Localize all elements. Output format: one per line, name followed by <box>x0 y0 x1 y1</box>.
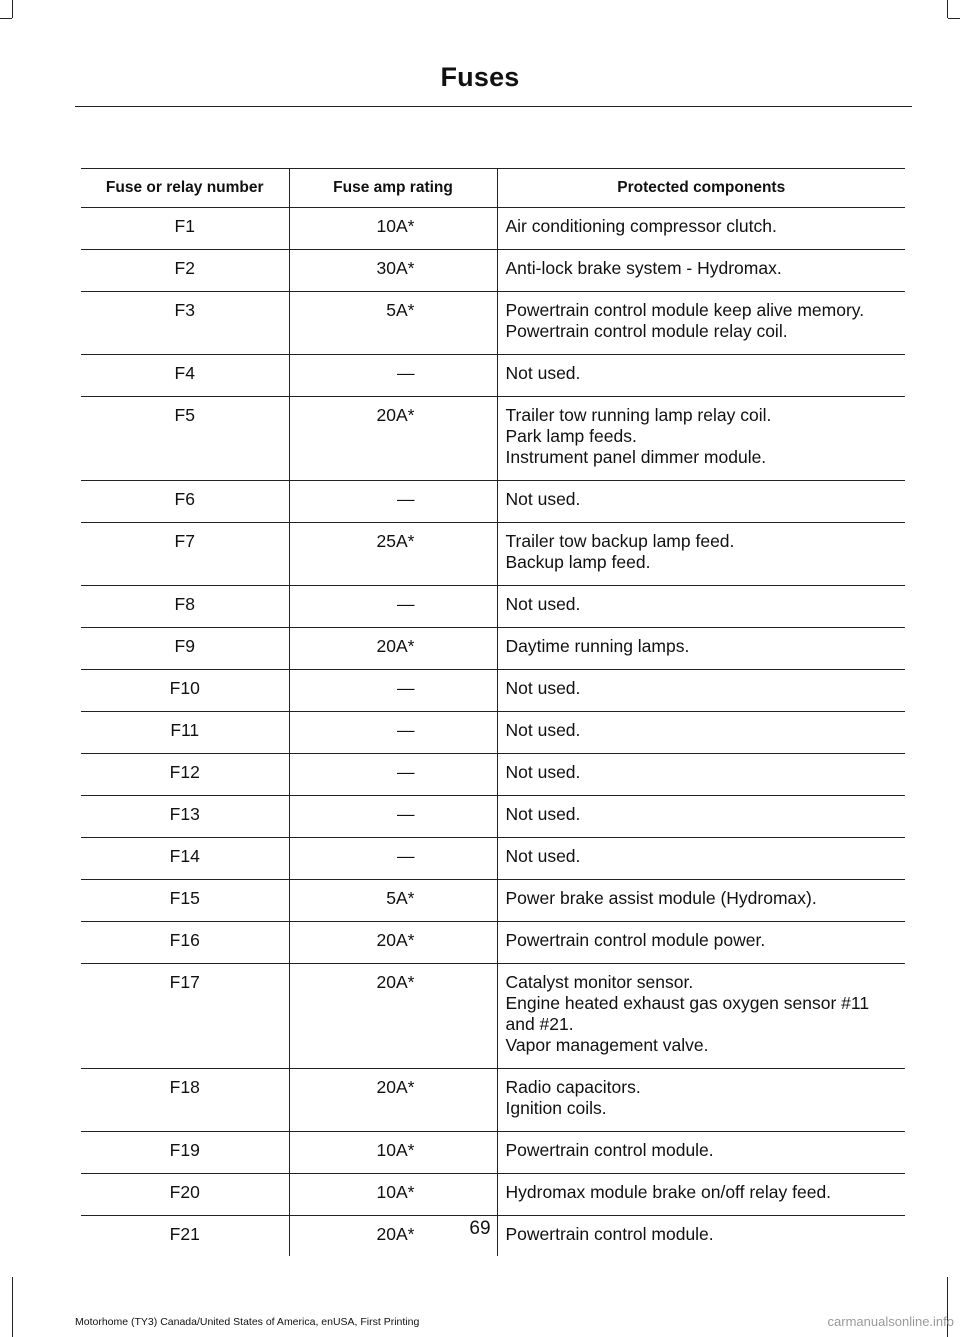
crop-mark <box>0 18 12 19</box>
fuse-number-cell: F14 <box>81 838 289 880</box>
component-line: Park lamp feeds. <box>505 426 637 446</box>
footer-text: Motorhome (TY3) Canada/United States of America, enUSA, First Printing <box>75 1316 420 1328</box>
title-divider <box>75 106 912 107</box>
fuse-number-cell: F4 <box>81 355 289 397</box>
component-line: Radio capacitors. <box>505 1077 641 1097</box>
fuse-number-cell: F17 <box>81 964 289 1069</box>
component-line: Trailer tow running lamp relay coil. <box>505 405 772 425</box>
page-number: 69 <box>469 1218 491 1239</box>
table-row <box>81 355 905 397</box>
protected-components-cell <box>497 397 905 481</box>
amp-rating-cell: 20A* <box>289 397 497 481</box>
column-header-protected-components: Protected components <box>497 169 905 208</box>
amp-rating-cell: — <box>289 670 497 712</box>
component-line: Not used. <box>505 762 581 782</box>
protected-components-cell <box>497 586 905 628</box>
protected-components-cell <box>497 754 905 796</box>
amp-rating-cell: 20A* <box>289 922 497 964</box>
fuse-number-cell: F2 <box>81 250 289 292</box>
amp-rating-cell: — <box>289 355 497 397</box>
component-line: Backup lamp feed. <box>505 552 651 572</box>
fuse-number-cell: F6 <box>81 481 289 523</box>
component-line: Anti-lock brake system - Hydromax. <box>505 258 782 278</box>
fuse-number-cell: F21 <box>81 1216 289 1257</box>
protected-components-cell <box>497 355 905 397</box>
component-line: Instrument panel dimmer module. <box>505 447 767 467</box>
amp-rating-cell: 20A* <box>289 1216 497 1257</box>
amp-rating-cell: 5A* <box>289 292 497 355</box>
component-line: Vapor management valve. <box>505 1035 709 1055</box>
table-row <box>81 964 905 1069</box>
protected-components-cell <box>497 628 905 670</box>
protected-components-cell <box>497 208 905 250</box>
component-line: Air conditioning compressor clutch. <box>505 216 777 236</box>
fuse-number-cell: F11 <box>81 712 289 754</box>
protected-components-cell <box>497 292 905 355</box>
protected-components-cell <box>497 1132 905 1174</box>
component-line: Trailer tow backup lamp feed. <box>505 531 735 551</box>
component-line: Not used. <box>505 804 581 824</box>
fuse-number-cell: F19 <box>81 1132 289 1174</box>
amp-rating-cell: 20A* <box>289 1069 497 1132</box>
fuse-number-cell: F1 <box>81 208 289 250</box>
fuse-number-cell: F9 <box>81 628 289 670</box>
table-header-row <box>81 169 905 208</box>
table-row <box>81 712 905 754</box>
table-row <box>81 1132 905 1174</box>
component-line: Powertrain control module relay coil. <box>505 321 788 341</box>
page-title: Fuses <box>440 62 520 92</box>
component-line: Power brake assist module (Hydromax). <box>505 888 817 908</box>
component-line: Engine heated exhaust gas oxygen sensor #11 and #21. <box>505 993 870 1034</box>
table-body <box>81 208 905 1257</box>
amp-rating-cell: — <box>289 481 497 523</box>
component-line: Not used. <box>505 846 581 866</box>
amp-rating-cell: 10A* <box>289 1132 497 1174</box>
amp-rating-cell: 30A* <box>289 250 497 292</box>
fuse-number-cell: F18 <box>81 1069 289 1132</box>
table-row <box>81 208 905 250</box>
crop-mark <box>948 18 960 19</box>
component-line: Powertrain control module. <box>505 1140 714 1160</box>
component-line: Hydromax module brake on/off relay feed. <box>505 1182 832 1202</box>
amp-rating-cell: — <box>289 754 497 796</box>
component-line: Powertrain control module power. <box>505 930 766 950</box>
table-row <box>81 397 905 481</box>
fuse-number-cell: F8 <box>81 586 289 628</box>
table-row <box>81 880 905 922</box>
crop-mark <box>12 0 13 18</box>
component-line: Not used. <box>505 594 581 614</box>
component-line: Powertrain control module keep alive memory. <box>505 300 865 320</box>
crop-mark <box>947 0 948 18</box>
fuse-number-cell: F7 <box>81 523 289 586</box>
table-row <box>81 670 905 712</box>
table-row <box>81 1069 905 1132</box>
amp-rating-cell: 20A* <box>289 628 497 670</box>
amp-rating-cell: 25A* <box>289 523 497 586</box>
table-row <box>81 922 905 964</box>
protected-components-cell <box>497 712 905 754</box>
amp-rating-cell: 5A* <box>289 880 497 922</box>
fuse-number-cell: F20 <box>81 1174 289 1216</box>
fuse-number-cell: F16 <box>81 922 289 964</box>
fuse-number-cell: F13 <box>81 796 289 838</box>
table-row <box>81 250 905 292</box>
component-line: Powertrain control module. <box>505 1224 714 1244</box>
protected-components-cell <box>497 838 905 880</box>
protected-components-cell <box>497 1174 905 1216</box>
fuse-number-cell: F10 <box>81 670 289 712</box>
component-line: Catalyst monitor sensor. <box>505 972 694 992</box>
component-line: Daytime running lamps. <box>505 636 690 656</box>
protected-components-cell <box>497 922 905 964</box>
table-row <box>81 838 905 880</box>
component-line: Not used. <box>505 363 581 383</box>
fuse-table <box>81 168 905 1256</box>
protected-components-cell <box>497 880 905 922</box>
table-row <box>81 523 905 586</box>
crop-mark <box>12 1277 13 1337</box>
fuse-number-cell: F3 <box>81 292 289 355</box>
table-row <box>81 628 905 670</box>
fuse-number-cell: F12 <box>81 754 289 796</box>
amp-rating-cell: 20A* <box>289 964 497 1069</box>
protected-components-cell <box>497 964 905 1069</box>
protected-components-cell <box>497 796 905 838</box>
amp-rating-cell: 10A* <box>289 1174 497 1216</box>
table-row <box>81 292 905 355</box>
table-row <box>81 481 905 523</box>
component-line: Not used. <box>505 489 581 509</box>
protected-components-cell <box>497 523 905 586</box>
table-row <box>81 1174 905 1216</box>
protected-components-cell <box>497 481 905 523</box>
protected-components-cell <box>497 670 905 712</box>
amp-rating-cell: — <box>289 838 497 880</box>
table-row <box>81 586 905 628</box>
protected-components-cell <box>497 1069 905 1132</box>
amp-rating-cell: — <box>289 796 497 838</box>
table-row <box>81 796 905 838</box>
amp-rating-cell: — <box>289 586 497 628</box>
component-line: Ignition coils. <box>505 1098 607 1118</box>
column-header-fuse-number: Fuse or relay number <box>81 169 289 208</box>
table-row <box>81 754 905 796</box>
amp-rating-cell: 10A* <box>289 208 497 250</box>
component-line: Not used. <box>505 720 581 740</box>
watermark: carmanualsonline.info <box>827 1314 954 1329</box>
fuse-number-cell: F15 <box>81 880 289 922</box>
fuse-number-cell: F5 <box>81 397 289 481</box>
column-header-amp-rating: Fuse amp rating <box>289 169 497 208</box>
component-line: Not used. <box>505 678 581 698</box>
protected-components-cell <box>497 250 905 292</box>
amp-rating-cell: — <box>289 712 497 754</box>
